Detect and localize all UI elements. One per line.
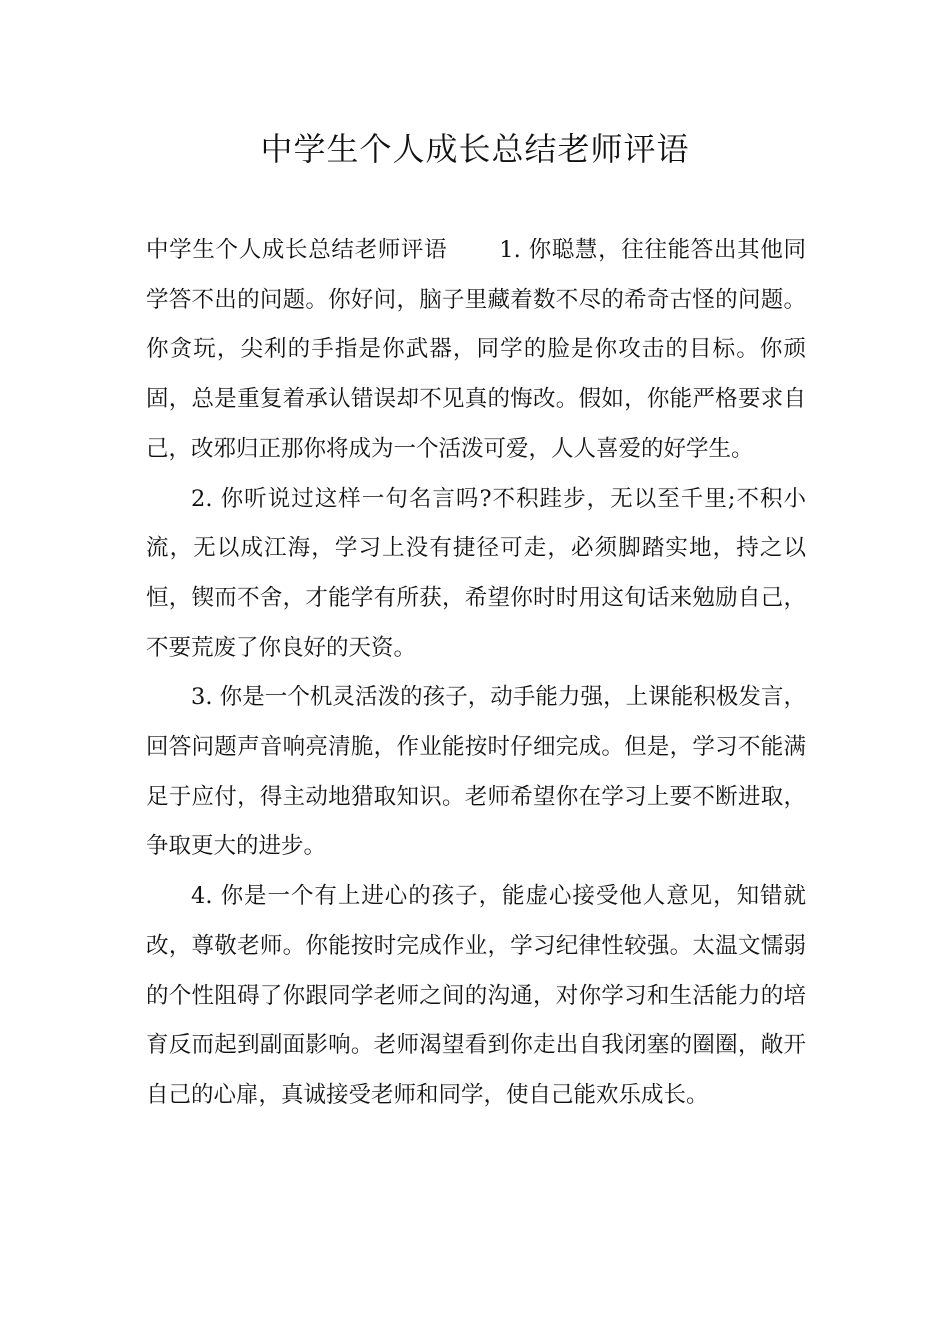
intro-heading: 中学生个人成长总结老师评语 <box>146 237 448 263</box>
paragraph-2: 2. 你听说过这样一句名言吗?不积跬步，无以至千里;不积小流，无以成江海，学习上没有捷径可走，必须脚踏实地，持之以恒，锲而不舍，才能学有所获，希望你时时用这旬话来勉励自己，不要荒废了你良好的天资。 <box>146 485 806 661</box>
paragraph-3: 3. 你是一个机灵活泼的孩子，动手能力强，上课能积极发言，回答问题声音响亮清脆，作业能按时仔细完成。但是，学习不能满足于应付，得主动地猎取知识。老师希望你在学习上要不断进取，争取更大的进步。 <box>146 684 806 860</box>
paragraph-1-text: 1. 你聪慧，往往能答出其他同学答不出的问题。你好问，脑子里藏着数不尽的希奇古怪的问题。你贪玩，尖利的手指是你武器，同学的脸是你攻击的目标。你顽固，总是重复着承认错误却不见真的悔改。假如，你能严格要求自己，改邪归正那你将成为一个活泼可爱，人人喜爱的好学生。 <box>146 237 806 462</box>
paragraph-4: 4. 你是一个有上进心的孩子，能虚心接受他人意见，知错就改，尊敬老师。你能按时完成作业，学习纪律性较强。太温文懦弱的个性阻碍了你跟同学老师之间的沟通，对你学习和生活能力的培育反而起到副面影响。老师渴望看到你走出自我闭塞的圈圈，敞开自己的心扉，真诚接受老师和同学，使自己能欢乐成长。 <box>146 883 806 1108</box>
paragraph-1 <box>146 226 806 475</box>
document-title: 中学生个人成长总结老师评语 <box>260 130 690 168</box>
document-body <box>146 226 806 1121</box>
